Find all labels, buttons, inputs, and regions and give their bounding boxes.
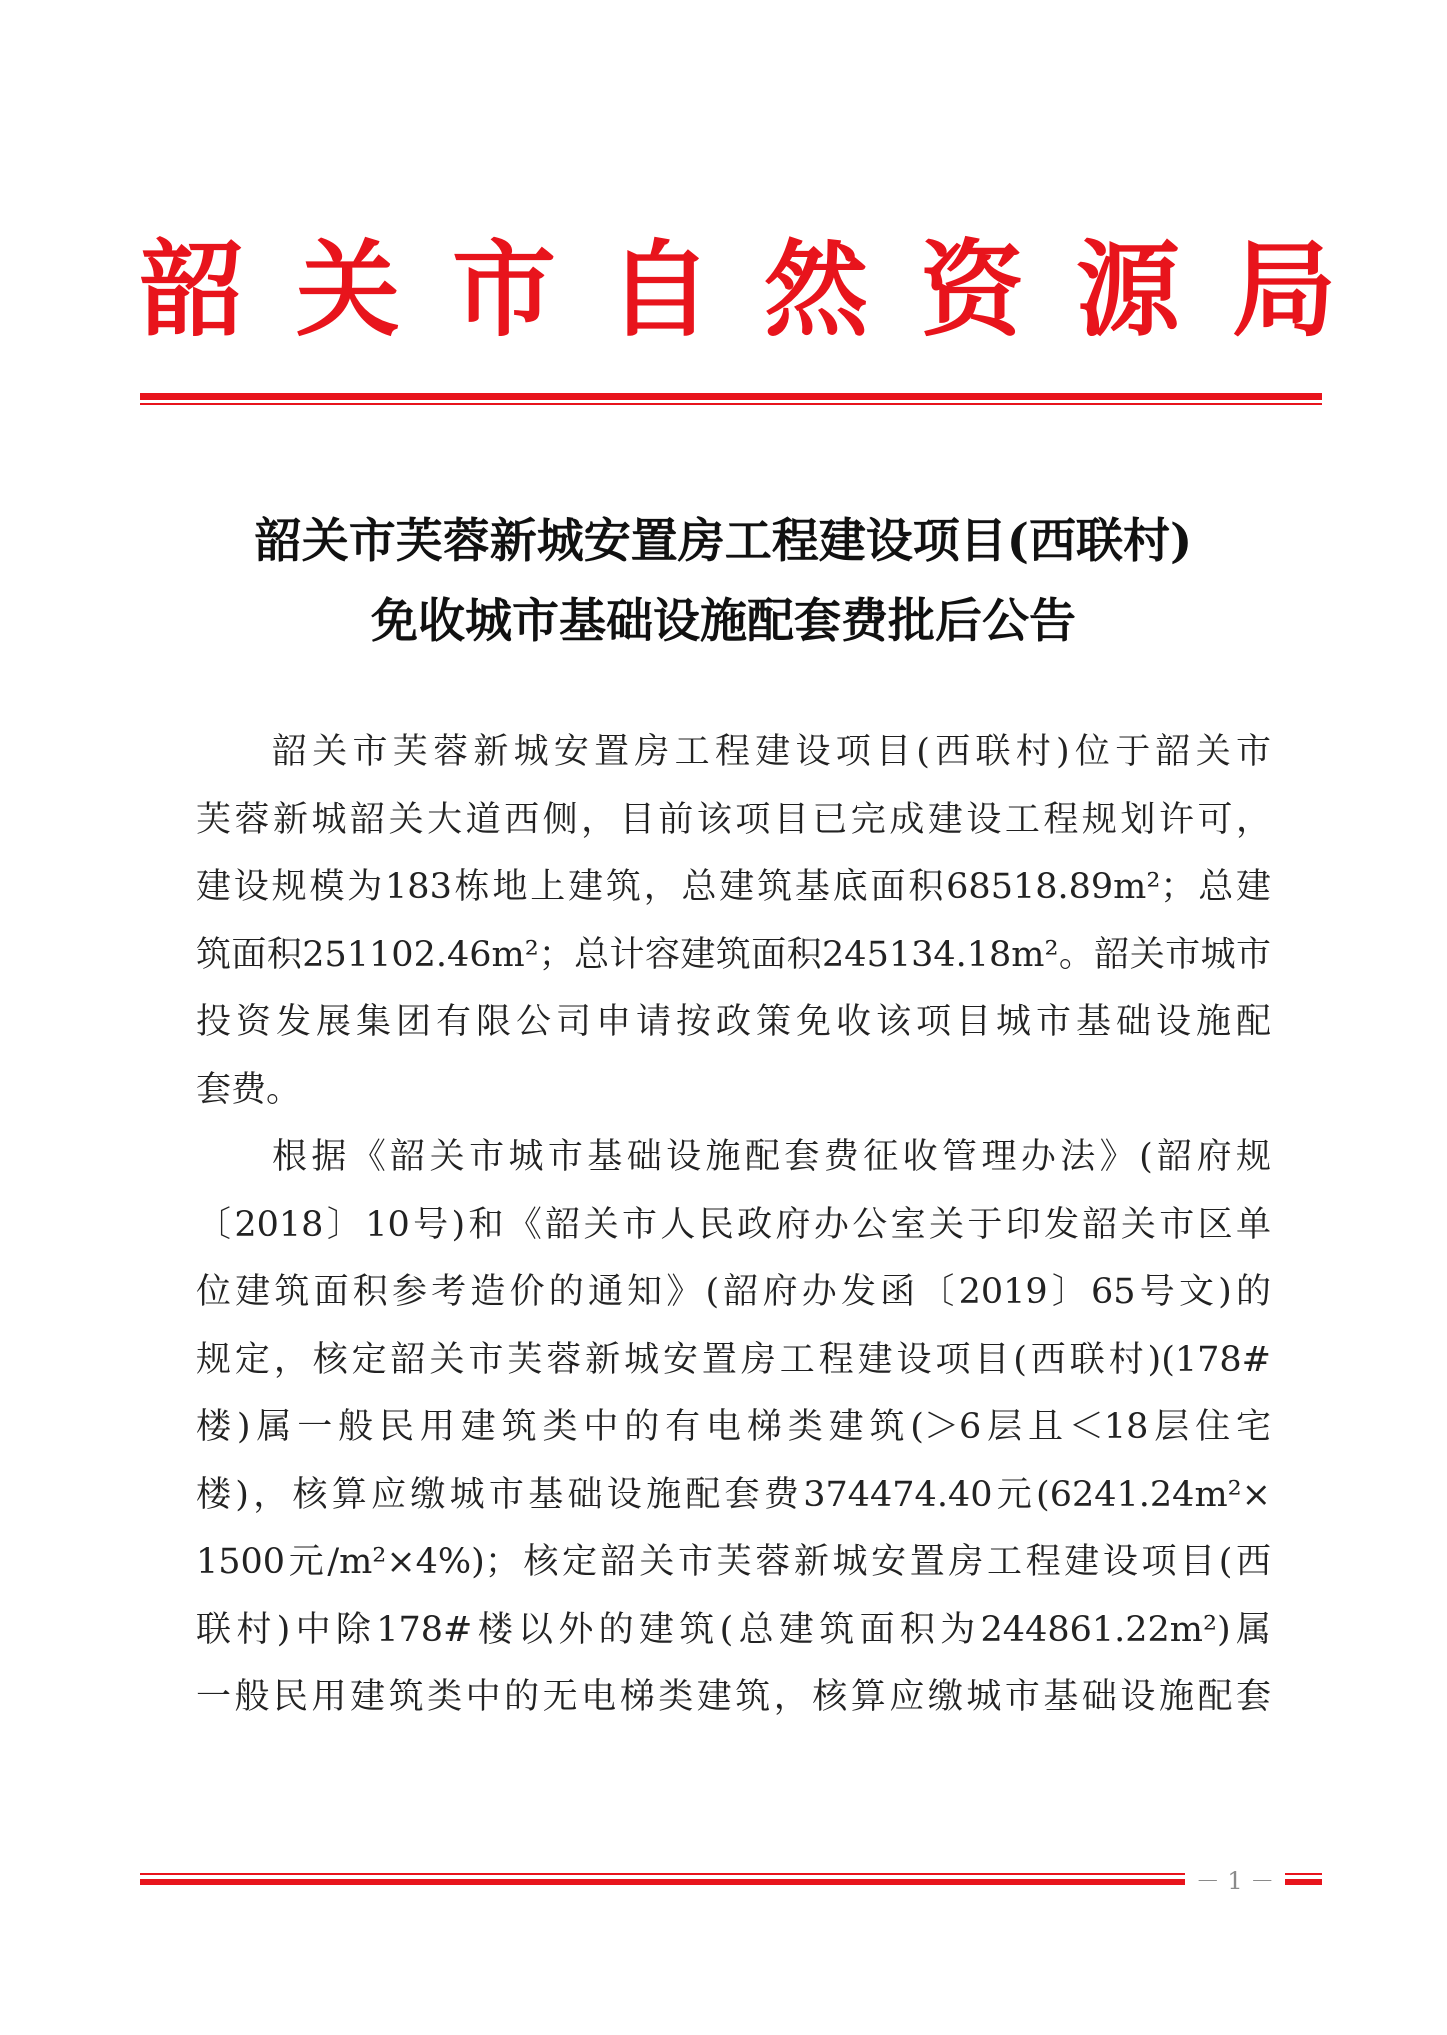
- text-line: 1500元/m²×4%)；核定韶关市芙蓉新城安置房工程建设项目(西: [196, 1542, 1271, 1582]
- text-line: 一般民用建筑类中的无电梯类建筑，核算应缴城市基础设施配套: [196, 1677, 1271, 1717]
- paragraph-project-overview: [196, 719, 1271, 1124]
- text-line: 芙蓉新城韶关大道西侧，目前该项目已完成建设工程规划许可，: [196, 799, 1271, 840]
- document-title-line-1: 韶关市芙蓉新城安置房工程建设项目(西联村): [254, 514, 1193, 569]
- footer-red-rule-thin: [140, 1873, 1322, 1875]
- text-line: 规定，核定韶关市芙蓉新城安置房工程建设项目(西联村)(178#: [196, 1339, 1271, 1380]
- document-title: [120, 502, 1327, 662]
- footer-red-rule-thick: [140, 1879, 1322, 1885]
- text-line: 投资发展集团有限公司申请按政策免收该项目城市基础设施配: [196, 1002, 1271, 1042]
- text-line: 套费。: [196, 1069, 302, 1110]
- text-line: 根据《韶关市城市基础设施配套费征收管理办法》(韶府规: [272, 1137, 1271, 1177]
- document-body: [196, 719, 1271, 1732]
- text-line: 位建筑面积参考造价的通知》(韶府办发函〔2019〕65号文)的: [196, 1272, 1271, 1312]
- paragraph-fee-determination: [196, 1124, 1271, 1732]
- text-line: 〔2018〕10号)和《韶关市人民政府办公室关于印发韶关市区单: [196, 1204, 1271, 1245]
- text-line: 楼)属一般民用建筑类中的有电梯类建筑(＞6层且＜18层住宅: [196, 1407, 1271, 1447]
- text-line: 韶关市芙蓉新城安置房工程建设项目(西联村)位于韶关市: [272, 732, 1271, 772]
- text-line: 联村)中除178#楼以外的建筑(总建筑面积为244861.22m²)属: [196, 1609, 1271, 1650]
- issuing-organization-header: 韶关市自然资源局: [140, 228, 1389, 351]
- header-red-rule-thin: [140, 403, 1322, 405]
- text-line: 筑面积251102.46m²；总计容建筑面积245134.18m²。韶关市城市: [196, 934, 1271, 975]
- document-title-line-2: 免收城市基础设施配套费批后公告: [371, 594, 1076, 649]
- text-line: 楼)，核算应缴城市基础设施配套费374474.40元(6241.24m²×: [196, 1474, 1271, 1515]
- text-line: 建设规模为183栋地上建筑，总建筑基底面积68518.89m²；总建: [196, 867, 1271, 907]
- header-red-rule-thick: [140, 393, 1322, 400]
- page-number: － 1 －: [1185, 1866, 1285, 1896]
